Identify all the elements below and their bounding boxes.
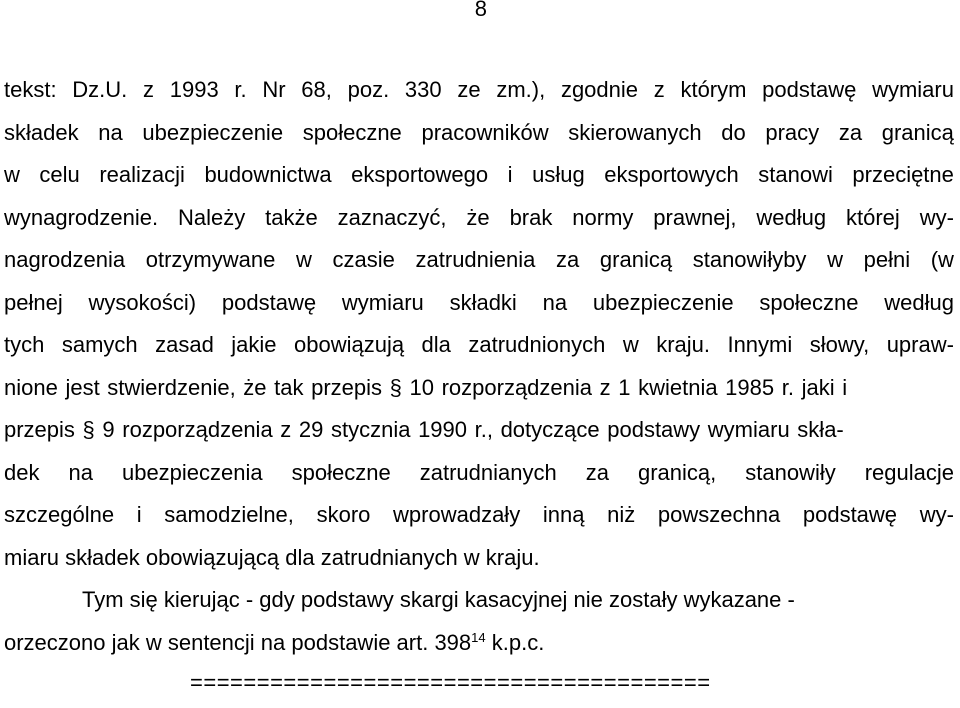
word: ubezpieczenie — [592, 289, 734, 315]
text-line: Tym się kierując - gdy podstawy skargi kasacyjnej nie zostały wykazane - — [82, 587, 795, 612]
word: że — [466, 204, 490, 230]
word: otrzymywane — [145, 247, 276, 272]
word: ubezpieczenie — [142, 119, 284, 145]
word: za — [556, 247, 580, 272]
line-text: k.p.c. — [485, 629, 545, 655]
text-line — [4, 239, 954, 282]
word: 68, — [301, 77, 332, 102]
word: i — [136, 502, 142, 527]
text-line — [4, 282, 954, 325]
word: także — [265, 204, 318, 230]
line-text: przepis — [4, 417, 83, 442]
word: szczególne — [4, 502, 115, 527]
word: według — [884, 289, 954, 315]
word: zatrudnienia — [415, 247, 536, 272]
text-line — [4, 324, 954, 367]
word: 1993 — [169, 77, 219, 102]
text-line — [4, 494, 954, 537]
word: podstawę — [802, 502, 898, 527]
word: obowiązują — [294, 332, 405, 357]
word: podstawę — [221, 289, 317, 315]
word: powszechna — [657, 502, 781, 527]
word: niż — [607, 502, 636, 527]
word: budownictwa — [204, 162, 332, 187]
word: jakie — [231, 332, 277, 357]
word: podstawę — [762, 77, 857, 102]
word: usług — [532, 162, 585, 187]
word: samodzielne, — [164, 502, 294, 527]
section-sign: § — [82, 417, 95, 442]
word: zgodnie — [560, 77, 639, 102]
word: według — [756, 204, 827, 230]
word: zatrudnionych — [468, 332, 606, 357]
word: z — [143, 77, 155, 102]
word: pracowników — [421, 119, 549, 145]
word: kraju. — [656, 332, 710, 357]
word: w — [4, 162, 20, 187]
word: ze — [457, 77, 481, 102]
word: z — [653, 77, 665, 102]
word: brak — [509, 204, 553, 230]
word: (w — [930, 247, 954, 272]
text-line — [4, 367, 954, 410]
word: na — [542, 289, 568, 315]
word: pełnej — [4, 289, 63, 315]
word: społeczne — [759, 289, 859, 315]
line-text: 10 rozporządzenia z 1 kwietnia 1985 r. jaki i — [401, 374, 848, 400]
line-text: 9 rozporządzenia z 29 stycznia 1990 r., dotyczące podstawy wymiaru skła- — [94, 417, 844, 442]
text-line — [4, 112, 954, 155]
word: słowy, — [809, 332, 870, 357]
word: pełni — [863, 247, 911, 272]
word: wprowadzały — [393, 502, 521, 527]
word: upraw- — [886, 332, 954, 357]
word: granicą — [881, 119, 954, 145]
word: normy — [572, 204, 634, 230]
word: zaznaczyć, — [337, 204, 447, 230]
word: dla — [421, 332, 451, 357]
word: czasie — [332, 247, 395, 272]
word: skierowanych — [568, 119, 702, 145]
word: Nr — [262, 77, 286, 102]
word: inną — [542, 502, 585, 527]
word: i — [507, 162, 513, 187]
word: zatrudnianych — [419, 459, 557, 485]
word: Należy — [178, 204, 246, 230]
word: granicą — [599, 247, 673, 272]
superscript: 14 — [471, 629, 486, 645]
word: Dz.U. — [72, 77, 128, 102]
word: w — [295, 247, 312, 272]
word: r. — [234, 77, 247, 102]
text-line: miaru składek obowiązującą dla zatrudnianych w kraju. — [4, 544, 540, 570]
word: składek — [4, 119, 79, 145]
word: zasad — [155, 332, 214, 357]
text-line — [4, 197, 954, 240]
word: pracy — [765, 119, 820, 145]
word: zm.), — [496, 77, 546, 102]
word: wy- — [919, 204, 954, 230]
text-line — [4, 622, 954, 665]
word: samych — [61, 332, 138, 357]
word: stanowiłyby — [692, 247, 807, 272]
text-line — [4, 69, 954, 112]
word: poz. — [347, 77, 390, 102]
word: społeczne — [302, 119, 402, 145]
text-line — [4, 154, 954, 197]
word: za — [838, 119, 863, 145]
word: Innymi — [727, 332, 793, 357]
page-number: 8 — [474, 0, 487, 21]
line-text: nione jest stwierdzenie, że tak przepis — [4, 374, 390, 400]
word: celu — [39, 162, 80, 187]
word: wymiaru — [872, 77, 954, 102]
word: stanowi — [758, 162, 833, 187]
word: tych — [4, 332, 45, 357]
word: stanowiły — [745, 459, 836, 485]
word: 330 — [404, 77, 442, 102]
word: granicą, — [637, 459, 717, 485]
word: wymiaru — [341, 289, 424, 315]
word: w — [827, 247, 843, 272]
word: dek — [4, 459, 40, 485]
document-body — [4, 69, 954, 664]
word: na — [68, 459, 93, 485]
word: wynagrodzenie. — [4, 204, 159, 230]
word: przeciętne — [852, 162, 954, 187]
word: składki — [449, 289, 517, 315]
word: ubezpieczenia — [121, 459, 263, 485]
word: wy- — [919, 502, 954, 527]
word: za — [585, 459, 609, 485]
word: nagrodzenia — [4, 247, 126, 272]
word: w — [622, 332, 639, 357]
word: skoro — [316, 502, 371, 527]
word: realizacji — [99, 162, 185, 187]
text-line — [4, 409, 954, 452]
word: regulacje — [864, 459, 954, 485]
text-line — [4, 452, 954, 495]
word: prawnej, — [653, 204, 737, 230]
word: wysokości) — [88, 289, 197, 315]
section-sign: § — [389, 374, 402, 400]
line-text: orzeczono jak w sentencji na podstawie art. 398 — [4, 629, 472, 655]
word: społeczne — [291, 459, 391, 485]
word: tekst: — [4, 77, 57, 102]
word: do — [721, 119, 746, 145]
word: którym — [680, 77, 747, 102]
word: na — [98, 119, 123, 145]
word: eksportowych — [604, 162, 739, 187]
separator-line: ======================================= — [190, 670, 711, 695]
word: której — [845, 204, 900, 230]
word: eksportowego — [351, 162, 489, 187]
